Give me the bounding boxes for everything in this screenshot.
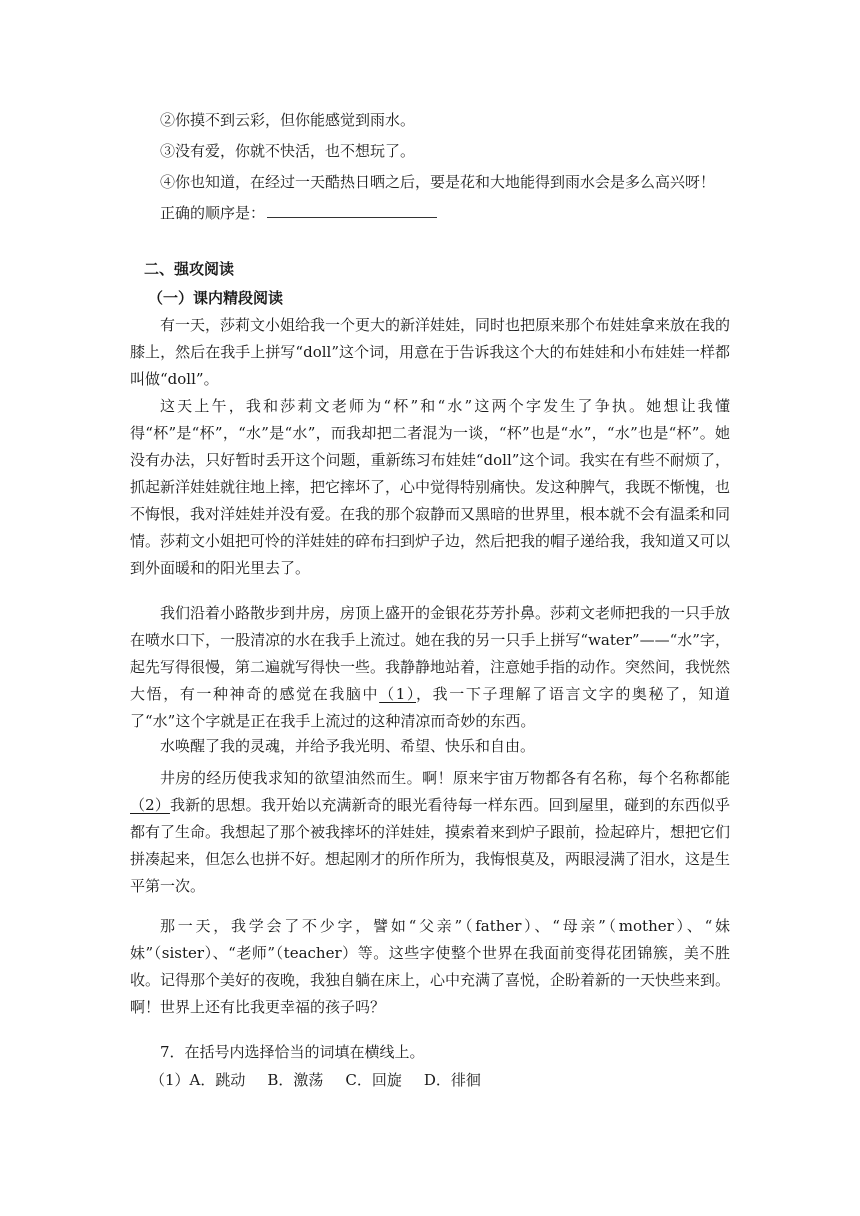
subsection-title: （一）课内精段阅读 [148,289,284,307]
option-a[interactable]: A．跳动 [189,1071,246,1089]
option-c[interactable]: C．回旋 [345,1071,402,1089]
question-7-options [150,1070,503,1090]
option-d[interactable]: D．徘徊 [423,1071,481,1089]
ordering-item-3: ③没有爱，你就不快活，也不想玩了。 [160,142,416,160]
passage-paragraph-2: 这天上午，我和莎莉文老师为“杯”和“水”这两个字发生了争执。她想让我懂得“杯”是“杯”，“水”是“水”，而我却把二者混为一谈，“杯”也是“水”，“水”也是“杯”。她没有办法，只好暂时丢开这个问题，重新练习布娃娃“doll”这个词。我实在有些不耐烦了，抓起新洋娃娃就往地上摔，把它摔坏了，心中觉得特别痛快。发这种脾气，我既不惭愧，也不悔恨，我对洋娃娃并没有爱。在我的那个寂静而又黑暗的世界里，根本就不会有温柔和同情。莎莉文小姐把可怜的洋娃娃的碎布扫到炉子边，然后把我的帽子递给我，我知道又可以到外面暖和的阳光里去了。 [130,397,731,577]
passage-paragraph-5 [130,765,730,900]
ordering-item-2: ②你摸不到云彩，但你能感觉到雨水。 [160,111,416,129]
passage-paragraph-3 [130,600,730,735]
question-7: 7．在括号内选择恰当的词填在横线上。 [160,1043,425,1061]
fill-blank-2[interactable]: （2） [130,796,170,814]
answer-blank[interactable] [267,203,437,218]
answer-line [160,203,437,223]
paragraph-5-text-a: 井房的经历使我求知的欲望油然而生。啊！原来宇宙万物都各有名称，每个名称都能 [160,769,730,787]
paragraph-5-text-b: 我新的思想。我开始以充满新奇的眼光看待每一样东西。回到屋里，碰到的东西似乎都有了生命。我想起了那个被我摔坏的洋娃娃，摸索着来到炉子跟前，捡起碎片，想把它们拼凑起来，但怎么也拼不好。想起刚才的所作所为，我悔恨莫及，两眼浸满了泪水，这是生平第一次。 [130,796,731,895]
option-b[interactable]: B．激荡 [267,1071,324,1089]
paragraph-3-text-b: ，我一下子理解了语言文字的奥秘了，知道了“水”这个字就是正在我手上流过的这种清凉而奇妙的东西。 [130,685,730,730]
section-title: 二、强攻阅读 [144,260,235,278]
answer-prompt: 正确的顺序是： [160,204,266,222]
passage-paragraph-6: 那一天，我学会了不少字，譬如“父亲”（father）、“母亲”（mother）、“妹妹”（sister）、“老师”（teacher）等。这些字使整个世界在我面前变得花团锦簇，美不胜收。记得那个美好的夜晚，我独自躺在床上，心中充满了喜悦，企盼着新的一天快些来到。啊！世界上还有比我更幸福的孩子吗？ [130,917,731,1016]
passage-paragraph-4: 水唤醒了我的灵魂，并给予我光明、希望、快乐和自由。 [160,737,536,755]
ordering-item-4: ④你也知道，在经过一天酷热日晒之后，要是花和大地能得到雨水会是多么高兴呀！ [160,173,716,191]
fill-blank-1[interactable]: （1） [379,685,417,703]
paragraph-3-text-a: 我们沿着小路散步到井房，房顶上盛开的金银花芬芳扑鼻。莎莉文老师把我的一只手放在喷水口下，一股清凉的水在我手上流过。她在我的另一只手上拼写“water”——“水”字，起先写得很慢，第二遍就写得快一些。我静静地站着，注意她手指的动作。突然间，我恍然大悟，有一种神奇的感觉在我脑中 [130,604,731,703]
option-group-label: （1） [150,1071,190,1089]
passage-paragraph-1: 有一天，莎莉文小姐给我一个更大的新洋娃娃，同时也把原来那个布娃娃拿来放在我的膝上，然后在我手上拼写“doll”这个词，用意在于告诉我这个大的布娃娃和小布娃娃一样都叫做“doll”。 [130,316,731,388]
